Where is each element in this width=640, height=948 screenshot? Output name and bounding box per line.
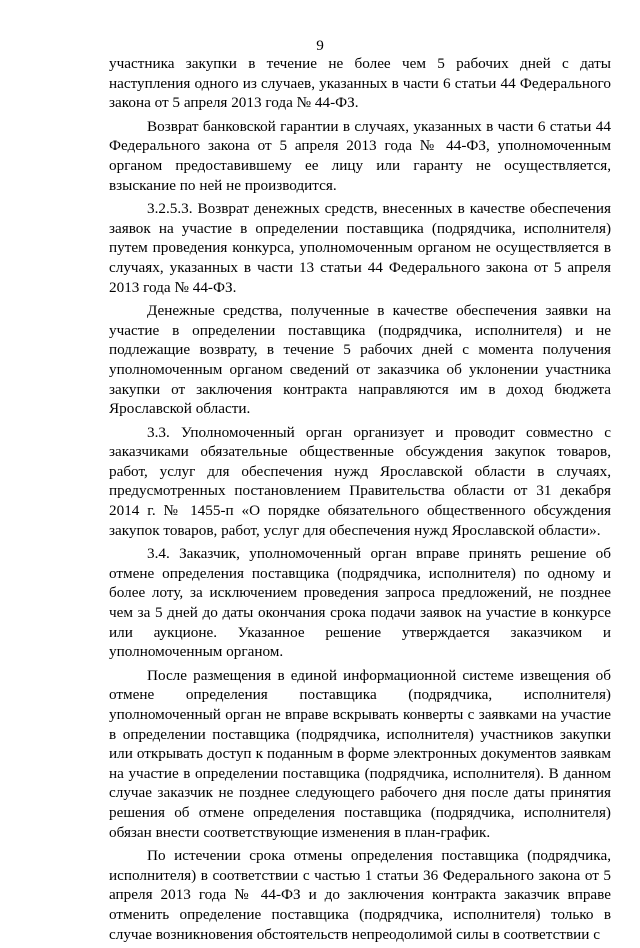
paragraph: 3.3. Уполномоченный орган организует и проводит совместно с заказчиками обязательные общественные обсуждения закупок товаров, работ, услуг для обеспечения нужд Ярославской области в случаях, предусмотренных постановлением Правительства области от 31 декабря 2014 г. № 1455-п «О порядке обязательного общественного обсуждения закупок товаров, работ, услуг для обеспечения нужд Ярославской области». (109, 423, 611, 539)
paragraph: Денежные средства, полученные в качестве обеспечения заявки на участие в определении поставщика (подрядчика, исполнителя) и не подлежащие возврату, в течение 5 рабочих дней с момента получения уполномоченным органом сведений от заказчика об уклонении участника закупки от заключения контракта направляются им в доход бюджета Ярославской области. (109, 302, 611, 418)
paragraph: Возврат банковской гарантии в случаях, указанных в части 6 статьи 44 Федерального закона от 5 апреля 2013 года № 44-ФЗ, уполномоченным органом предоставившему ее лицу или гаранту не осуществляется, взыскание по ней не производится. (109, 117, 611, 194)
page-number: 9 (316, 37, 324, 54)
paragraph: По истечении срока отмены определения поставщика (подрядчика, исполнителя) в соответствии с частью 1 статьи 36 Федерального закона от 5 апреля 2013 года № 44-ФЗ и до заключения контракта заказчик вправе отменить определение поставщика (подрядчика, исполнителя) только в случае возникновения обстоятельств непреодолимой силы в соответствии с (109, 847, 611, 943)
paragraph: 3.2.5.3. Возврат денежных средств, внесенных в качестве обеспечения заявок на участие в определении поставщика (подрядчика, исполнителя) путем проведения конкурса, уполномоченным органом не осуществляется в случаях, указанных в части 13 статьи 44 Федерального закона от 5 апреля 2013 года № 44-ФЗ. (109, 200, 611, 296)
paragraph: После размещения в единой информационной системе извещения об отмене определения поставщика (подрядчика, исполнителя) уполномоченный орган не вправе вскрывать конверты с заявками на участие в определении поставщика (подрядчика, исполнителя) участников закупки или открывать доступ к поданным в форме электронных документов заявкам на участие в определении поставщика (подрядчика, исполнителя). В данном случае заказчик не позднее следующего рабочего дня после даты принятия решения об отмене определения поставщика (подрядчика, исполнителя) обязан внести соответствующие изменения в план-график. (109, 666, 611, 841)
paragraph: 3.4. Заказчик, уполномоченный орган вправе принять решение об отмене определения поставщика (подрядчика, исполнителя) по одному и более лоту, за исключением проведения запроса предложений, не позднее чем за 5 дней до даты окончания срока подачи заявок на участие в конкурсе или аукционе. Указанное решение утверждается заказчиком и уполномоченным органом. (109, 545, 611, 661)
document-body (109, 54, 611, 948)
paragraph: участника закупки в течение не более чем 5 рабочих дней с даты наступления одного из случаев, указанных в части 6 статьи 44 Федерального закона от 5 апреля 2013 года № 44-ФЗ. (109, 55, 611, 112)
